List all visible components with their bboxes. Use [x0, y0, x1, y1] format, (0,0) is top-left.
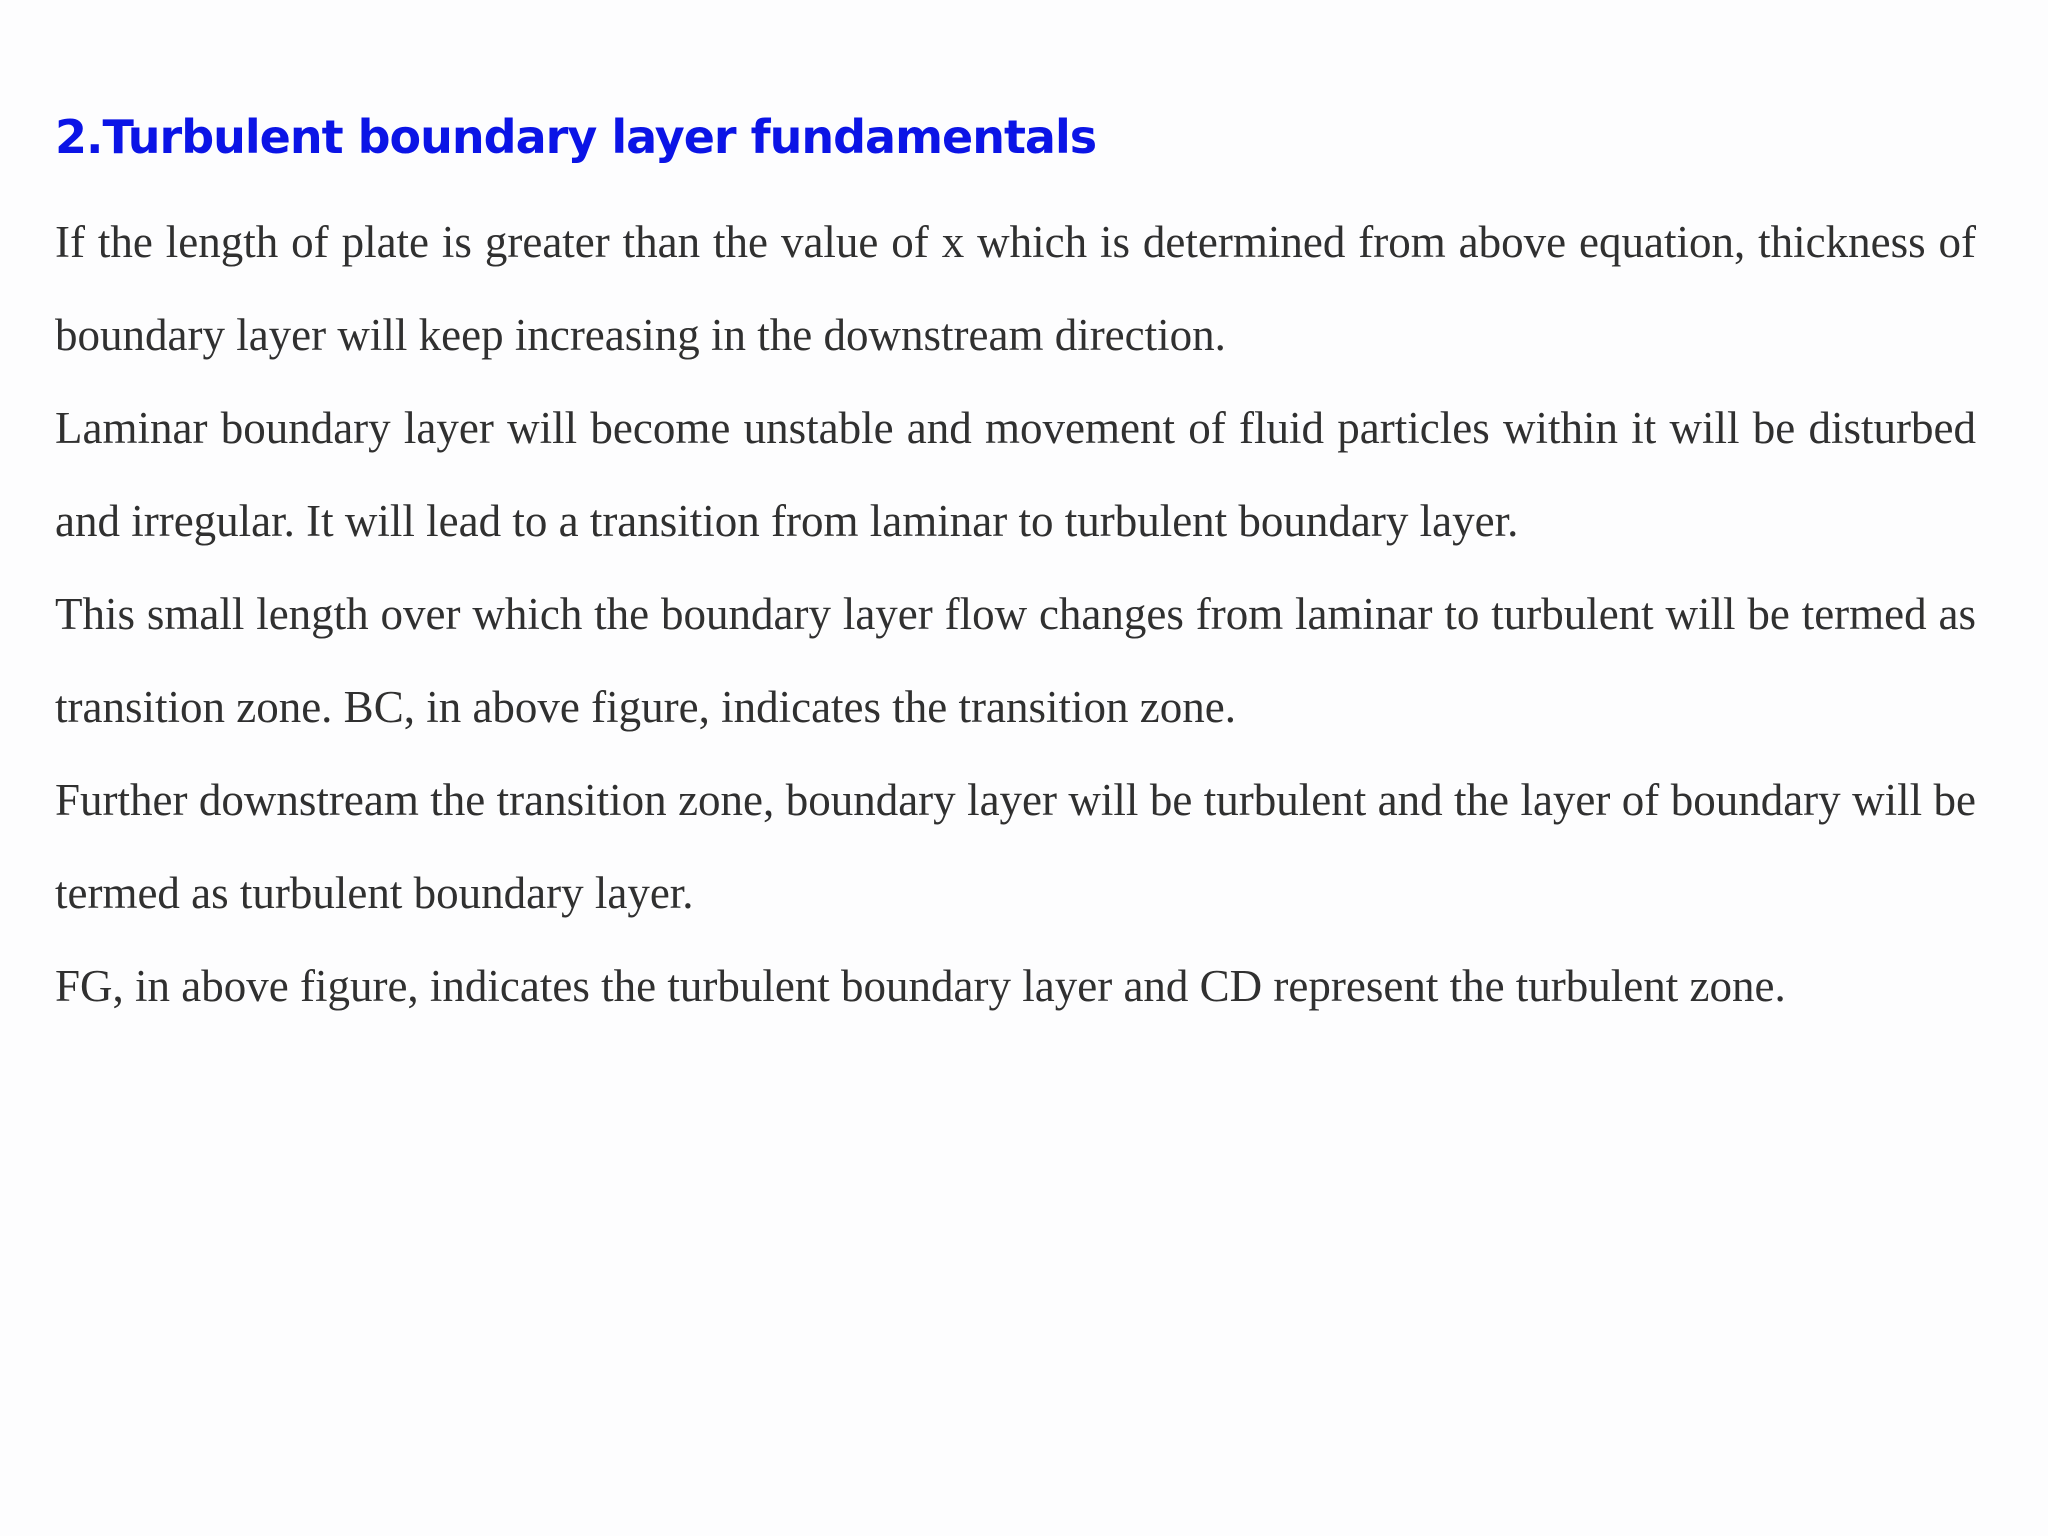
- paragraph-plate-length: If the length of plate is greater than the value of x which is determined from above equation, thickness of boundary layer will keep increasing in the downstream direction.: [55, 217, 1976, 360]
- slide-title: 2.Turbulent boundary layer fundamentals: [55, 110, 1097, 164]
- slide-body: [55, 196, 1976, 1033]
- paragraph-transition-zone: This small length over which the boundary layer flow changes from laminar to turbulent will be termed as transition zone. BC, in above figure, indicates the transition zone.: [55, 589, 1976, 732]
- paragraph-turbulent-layer: Further downstream the transition zone, boundary layer will be turbulent and the layer of boundary will be termed as turbulent boundary layer.: [55, 775, 1976, 918]
- paragraph-turbulent-zone: FG, in above figure, indicates the turbulent boundary layer and CD represent the turbulent zone.: [55, 961, 1786, 1011]
- paragraph-laminar-instability: Laminar boundary layer will become unstable and movement of fluid particles within it will be disturbed and irregular. It will lead to a transition from laminar to turbulent boundary layer.: [55, 403, 1976, 546]
